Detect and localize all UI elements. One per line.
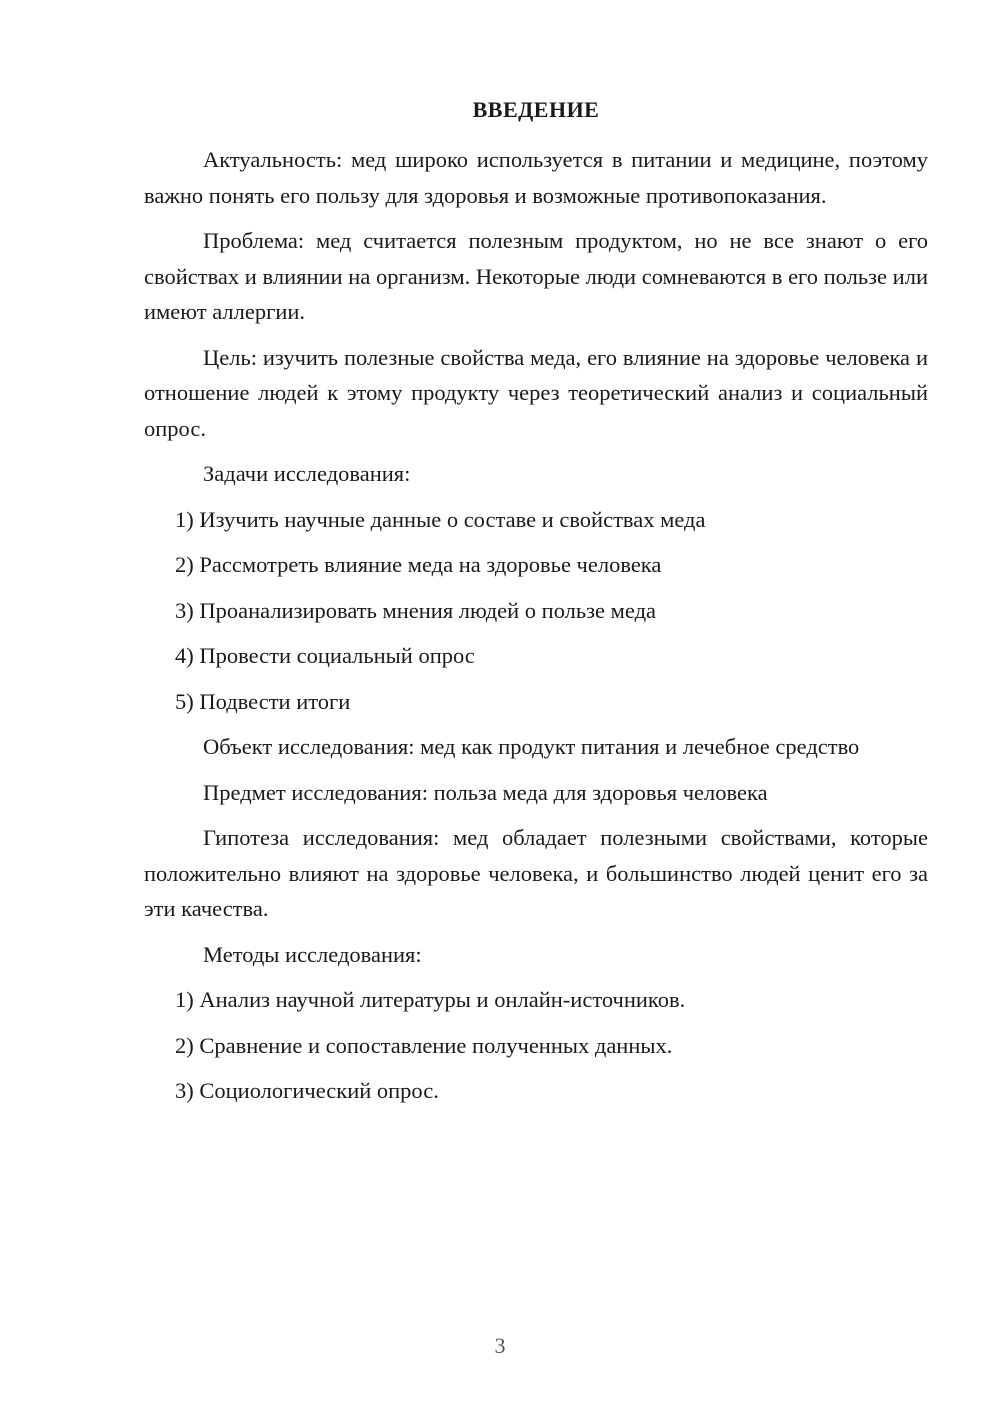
problem-paragraph: Проблема: мед считается полезным продуктом, но не все знают о его свойствах и влиянии на организм. Некоторые люди сомневаются в его пользе или имеют аллергии.: [144, 228, 928, 324]
section-title: ВВЕДЕНИЕ: [472, 97, 600, 122]
methods-list: [144, 982, 928, 1109]
tasks-heading: Задачи исследования:: [203, 461, 411, 486]
list-item: 2) Рассмотреть влияние меда на здоровье человека: [175, 552, 662, 577]
tasks-list: [144, 502, 928, 720]
page-number: 3: [494, 1333, 506, 1358]
list-item: 1) Анализ научной литературы и онлайн-источников.: [175, 987, 686, 1012]
list-item: 3) Социологический опрос.: [175, 1078, 439, 1103]
relevance-paragraph: Актуальность: мед широко используется в питании и медицине, поэтому важно понять его пользу для здоровья и возможные противопоказания.: [144, 147, 928, 208]
list-item: 2) Сравнение и сопоставление полученных данных.: [175, 1032, 673, 1058]
goal-paragraph: Цель: изучить полезные свойства меда, его влияние на здоровье человека и отношение людей к этому продукту через теоретический анализ и социальный опрос.: [144, 344, 928, 441]
document-body: [144, 142, 928, 1119]
list-item: 4) Провести социальный опрос: [175, 643, 475, 668]
list-item: 1) Изучить научные данные о составе и свойствах меда: [175, 506, 706, 532]
object-paragraph: Объект исследования: мед как продукт питания и лечебное средство: [203, 734, 860, 759]
list-item: 5) Подвести итоги: [175, 688, 351, 714]
subject-paragraph: Предмет исследования: польза меда для здоровья человека: [203, 779, 768, 805]
methods-heading: Методы исследования:: [203, 941, 422, 967]
hypothesis-paragraph: Гипотеза исследования: мед обладает полезными свойствами, которые положительно влияют на здоровье человека, и большинство людей ценит его за эти качества.: [144, 825, 928, 921]
list-item: 3) Проанализировать мнения людей о пользе меда: [175, 597, 657, 623]
